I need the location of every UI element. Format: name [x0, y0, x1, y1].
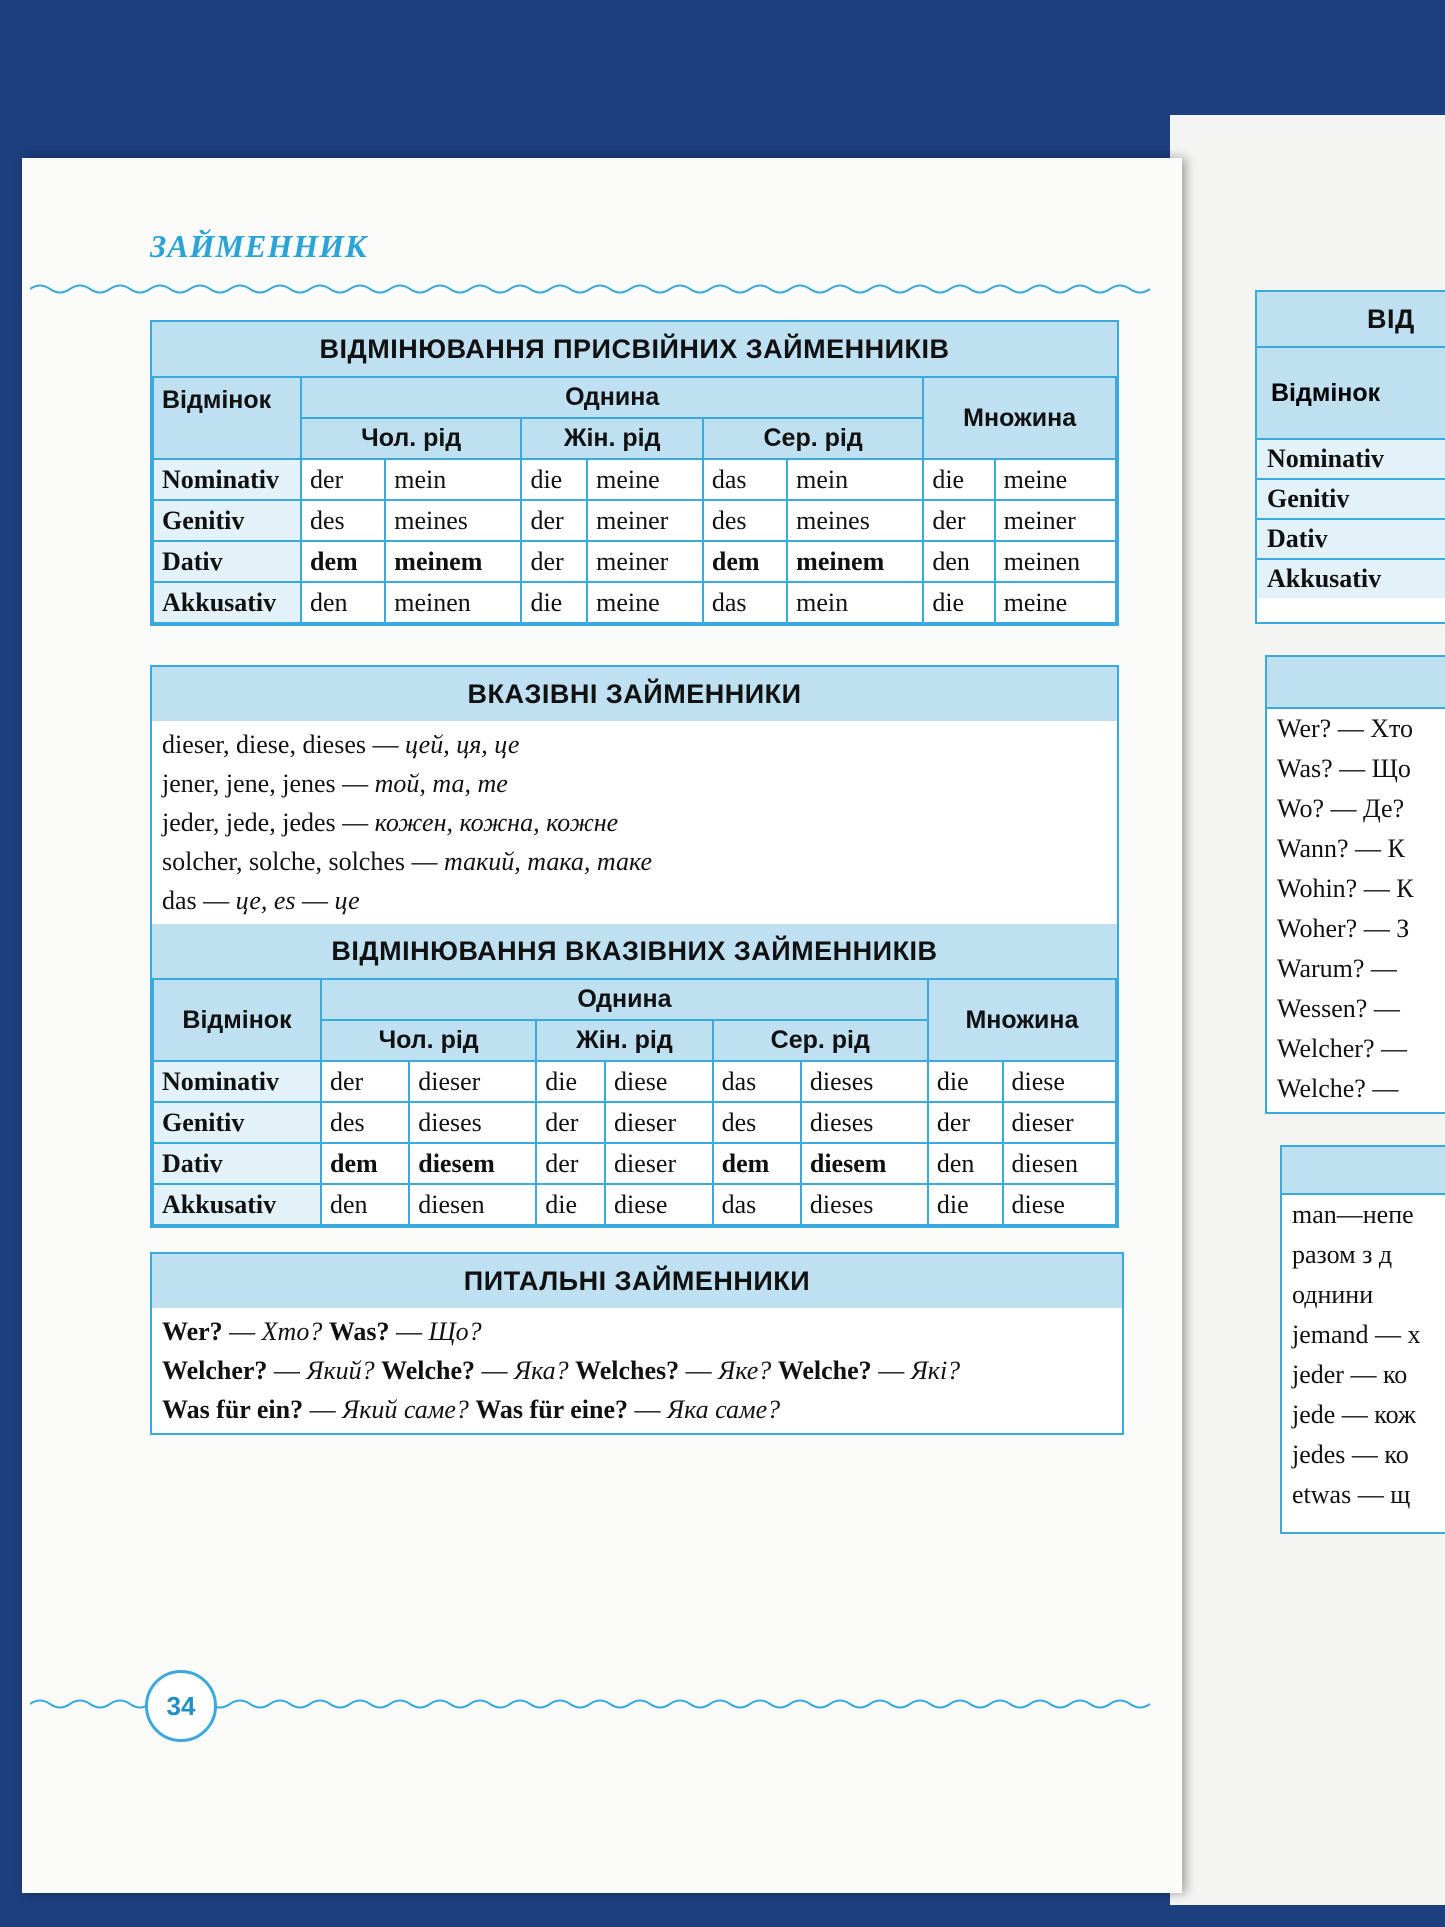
table-cell: diesen	[1003, 1143, 1116, 1184]
demonstrative-line	[162, 881, 1107, 920]
table-cell: die	[536, 1061, 605, 1102]
table-cell: der	[301, 459, 385, 500]
table-cell: dieses	[801, 1061, 928, 1102]
plural-header: Множина	[923, 377, 1116, 459]
de-question: Welches?	[575, 1356, 680, 1385]
dash-text: —	[679, 1356, 719, 1385]
table-cell: meiner	[587, 500, 703, 541]
right-indefinite-line: jede — кож	[1292, 1400, 1416, 1429]
right-case-cell: Genitiv	[1257, 478, 1445, 518]
table-cell: dieser	[605, 1143, 713, 1184]
right-indefinite-line: jeder — ко	[1292, 1360, 1408, 1389]
dash-text: —	[628, 1395, 667, 1424]
right-declension-box	[1255, 290, 1445, 624]
neut-header: Сер. рід	[713, 1020, 928, 1061]
right-indefinite-header	[1282, 1147, 1445, 1195]
right-indefinite-line: однини	[1292, 1280, 1374, 1309]
table-row	[153, 1184, 1116, 1225]
case-cell: Genitiv	[153, 1102, 321, 1143]
table-cell: die	[536, 1184, 605, 1225]
right-question-line: Wann? — К	[1277, 834, 1405, 863]
case-cell: Nominativ	[153, 459, 301, 500]
case-cell: Akkusativ	[153, 582, 301, 623]
masc-header: Чол. рід	[301, 418, 521, 459]
table-cell: diese	[605, 1184, 713, 1225]
table-cell: der	[923, 500, 994, 541]
table-cell: meiner	[995, 500, 1116, 541]
demonstrative-line	[162, 764, 1107, 803]
table-cell: die	[928, 1061, 1003, 1102]
table-cell: meines	[385, 500, 521, 541]
table-cell: dem	[703, 541, 787, 582]
table-cell: dieser	[409, 1061, 536, 1102]
right-interrogative-box	[1265, 655, 1445, 1114]
table-cell: das	[703, 459, 787, 500]
table-cell: dieser	[1003, 1102, 1116, 1143]
table-cell: meinem	[385, 541, 521, 582]
ua-translation: Хто?	[261, 1317, 323, 1346]
table-row	[153, 1143, 1116, 1184]
ua-translation: Які?	[910, 1356, 961, 1385]
right-question-line: Wohin? — К	[1277, 874, 1414, 903]
table-cell: dieses	[409, 1102, 536, 1143]
table-row	[153, 500, 1116, 541]
right-indefinite-line: jemand — х	[1292, 1320, 1421, 1349]
de-question: Was für ein?	[162, 1395, 304, 1424]
right-indefinite-line: разом з д	[1292, 1240, 1393, 1269]
table-cell: die	[923, 459, 994, 500]
possessive-declension-box	[150, 320, 1119, 626]
right-question-line: Wo? — Де?	[1277, 794, 1405, 823]
table-cell: mein	[787, 459, 923, 500]
table-cell: die	[928, 1184, 1003, 1225]
table-cell: diesem	[409, 1143, 536, 1184]
table-cell: meines	[787, 500, 923, 541]
neut-header: Сер. рід	[703, 418, 923, 459]
table-cell: meine	[995, 582, 1116, 623]
right-question-line: Woher? — З	[1277, 914, 1410, 943]
dash-text: —	[389, 1317, 429, 1346]
table-row	[153, 582, 1116, 623]
table-cell: dieses	[801, 1102, 928, 1143]
interrogative-box	[150, 1252, 1124, 1435]
table-cell: mein	[385, 459, 521, 500]
table-cell: meinem	[787, 541, 923, 582]
de-text: jener, jene, jenes —	[162, 769, 375, 798]
table-cell: den	[321, 1184, 409, 1225]
ua-translation: Який саме?	[342, 1395, 469, 1424]
right-question-line: Warum? —	[1277, 954, 1397, 983]
right-question-line: Wer? — Хто	[1277, 714, 1413, 743]
table-cell: diese	[605, 1061, 713, 1102]
table-cell: die	[521, 459, 587, 500]
table-cell: dem	[713, 1143, 801, 1184]
right-indefinite-box	[1280, 1145, 1445, 1534]
case-header: Відмінок	[153, 979, 321, 1061]
table-cell: diesen	[409, 1184, 536, 1225]
dash-text: —	[295, 886, 335, 915]
table-cell: dem	[321, 1143, 409, 1184]
ua-translation: Яке?	[718, 1356, 772, 1385]
ua-translation: Яка?	[514, 1356, 569, 1385]
fem-header: Жін. рід	[536, 1020, 712, 1061]
dash-text: —	[871, 1356, 911, 1385]
de-question: Was?	[328, 1317, 390, 1346]
section-title: ЗАЙМЕННИК	[150, 228, 368, 264]
right-case-header: Відмінок	[1257, 346, 1445, 438]
de-question: Welche?	[777, 1356, 872, 1385]
de-text: dieser, diese, dieses —	[162, 730, 406, 759]
ua-text: такий, така, таке	[444, 847, 653, 876]
singular-header: Однина	[321, 979, 928, 1020]
dash-text: —	[303, 1395, 343, 1424]
demonstrative-decl-title: ВІДМІНЮВАННЯ ВКАЗІВНИХ ЗАЙМЕННИКІВ	[152, 924, 1117, 978]
demonstrative-line	[162, 725, 1107, 764]
right-case-cell: Akkusativ	[1257, 558, 1445, 598]
ua-text: той, та, те	[374, 769, 508, 798]
right-question-line: Welche? —	[1277, 1074, 1399, 1103]
table-cell: diesem	[801, 1143, 928, 1184]
ua-text: це, es	[235, 886, 296, 915]
ua-translation: Який?	[306, 1356, 375, 1385]
ua-text: цей, ця, це	[405, 730, 520, 759]
plural-header: Множина	[928, 979, 1116, 1061]
table-cell: das	[703, 582, 787, 623]
table-cell: den	[301, 582, 385, 623]
table-cell: das	[713, 1184, 801, 1225]
possessive-title: ВІДМІНЮВАННЯ ПРИСВІЙНИХ ЗАЙМЕННИКІВ	[152, 322, 1117, 376]
interrogative-line	[162, 1390, 1112, 1429]
case-cell: Dativ	[153, 541, 301, 582]
table-cell: meinen	[995, 541, 1116, 582]
table-cell: meine	[587, 582, 703, 623]
de-question: Welche?	[381, 1356, 476, 1385]
table-row	[153, 459, 1116, 500]
table-row	[153, 541, 1116, 582]
right-indefinite-line: man—непе	[1292, 1200, 1414, 1229]
top-wave-divider	[30, 282, 1160, 296]
de-text: das —	[162, 886, 236, 915]
right-case-cell: Nominativ	[1257, 438, 1445, 478]
right-case-cell: Dativ	[1257, 518, 1445, 558]
table-cell: den	[928, 1143, 1003, 1184]
right-question-line: Wessen? —	[1277, 994, 1400, 1023]
de-question: Welcher?	[162, 1356, 268, 1385]
table-cell: des	[301, 500, 385, 541]
ua-translation: Яка саме?	[667, 1395, 781, 1424]
table-cell: meiner	[587, 541, 703, 582]
table-cell: diese	[1003, 1061, 1116, 1102]
demonstrative-title: ВКАЗІВНІ ЗАЙМЕННИКИ	[152, 667, 1117, 721]
table-cell: der	[521, 541, 587, 582]
table-cell: der	[321, 1061, 409, 1102]
dash-text: —	[475, 1356, 515, 1385]
demonstrative-table	[152, 978, 1117, 1226]
table-cell: meine	[587, 459, 703, 500]
table-cell: der	[521, 500, 587, 541]
interrogative-line	[162, 1351, 1112, 1390]
table-cell: diese	[1003, 1184, 1116, 1225]
table-cell: der	[536, 1143, 605, 1184]
masc-header: Чол. рід	[321, 1020, 536, 1061]
table-cell: des	[703, 500, 787, 541]
demonstrative-line	[162, 842, 1107, 881]
case-cell: Genitiv	[153, 500, 301, 541]
right-indefinite-line: jedes — ко	[1292, 1440, 1409, 1469]
de-text: solcher, solche, solches —	[162, 847, 445, 876]
case-cell: Akkusativ	[153, 1184, 321, 1225]
table-cell: der	[536, 1102, 605, 1143]
de-text: jeder, jede, jedes —	[162, 808, 375, 837]
table-cell: die	[923, 582, 994, 623]
table-cell: meinen	[385, 582, 521, 623]
interrogative-line	[162, 1312, 1112, 1351]
de-question: Wer?	[162, 1317, 223, 1346]
table-cell: die	[521, 582, 587, 623]
demonstrative-line	[162, 803, 1107, 842]
table-cell: das	[713, 1061, 801, 1102]
ua-text: кожен, кожна, кожне	[374, 808, 619, 837]
demonstrative-box	[150, 665, 1119, 1228]
table-cell: den	[923, 541, 994, 582]
case-header: Відмінок	[153, 377, 301, 459]
singular-header: Однина	[301, 377, 923, 418]
dash-text: —	[222, 1317, 262, 1346]
right-question-line: Was? — Що	[1277, 754, 1411, 783]
table-cell: dieser	[605, 1102, 713, 1143]
table-cell: dem	[301, 541, 385, 582]
interrogative-title: ПИТАЛЬНІ ЗАЙМЕННИКИ	[152, 1254, 1122, 1308]
dash-text: —	[267, 1356, 307, 1385]
de-question: Was für eine?	[475, 1395, 628, 1424]
interrogative-list	[152, 1308, 1122, 1433]
table-cell: des	[321, 1102, 409, 1143]
table-cell: dieses	[801, 1184, 928, 1225]
fem-header: Жін. рід	[521, 418, 702, 459]
right-interrogative-header	[1267, 657, 1445, 709]
table-cell: des	[713, 1102, 801, 1143]
ua-translation: Що?	[428, 1317, 482, 1346]
page-number: 34	[145, 1670, 217, 1742]
table-cell: der	[928, 1102, 1003, 1143]
right-indefinite-line: etwas — щ	[1292, 1480, 1411, 1509]
case-cell: Nominativ	[153, 1061, 321, 1102]
demonstrative-list	[152, 721, 1117, 924]
possessive-table	[152, 376, 1117, 624]
table-row	[153, 1061, 1116, 1102]
right-question-line: Welcher? —	[1277, 1034, 1407, 1063]
ua-text: це	[334, 886, 360, 915]
table-cell: meine	[995, 459, 1116, 500]
right-title: ВІД	[1257, 292, 1445, 346]
case-cell: Dativ	[153, 1143, 321, 1184]
table-row	[153, 1102, 1116, 1143]
table-cell: mein	[787, 582, 923, 623]
